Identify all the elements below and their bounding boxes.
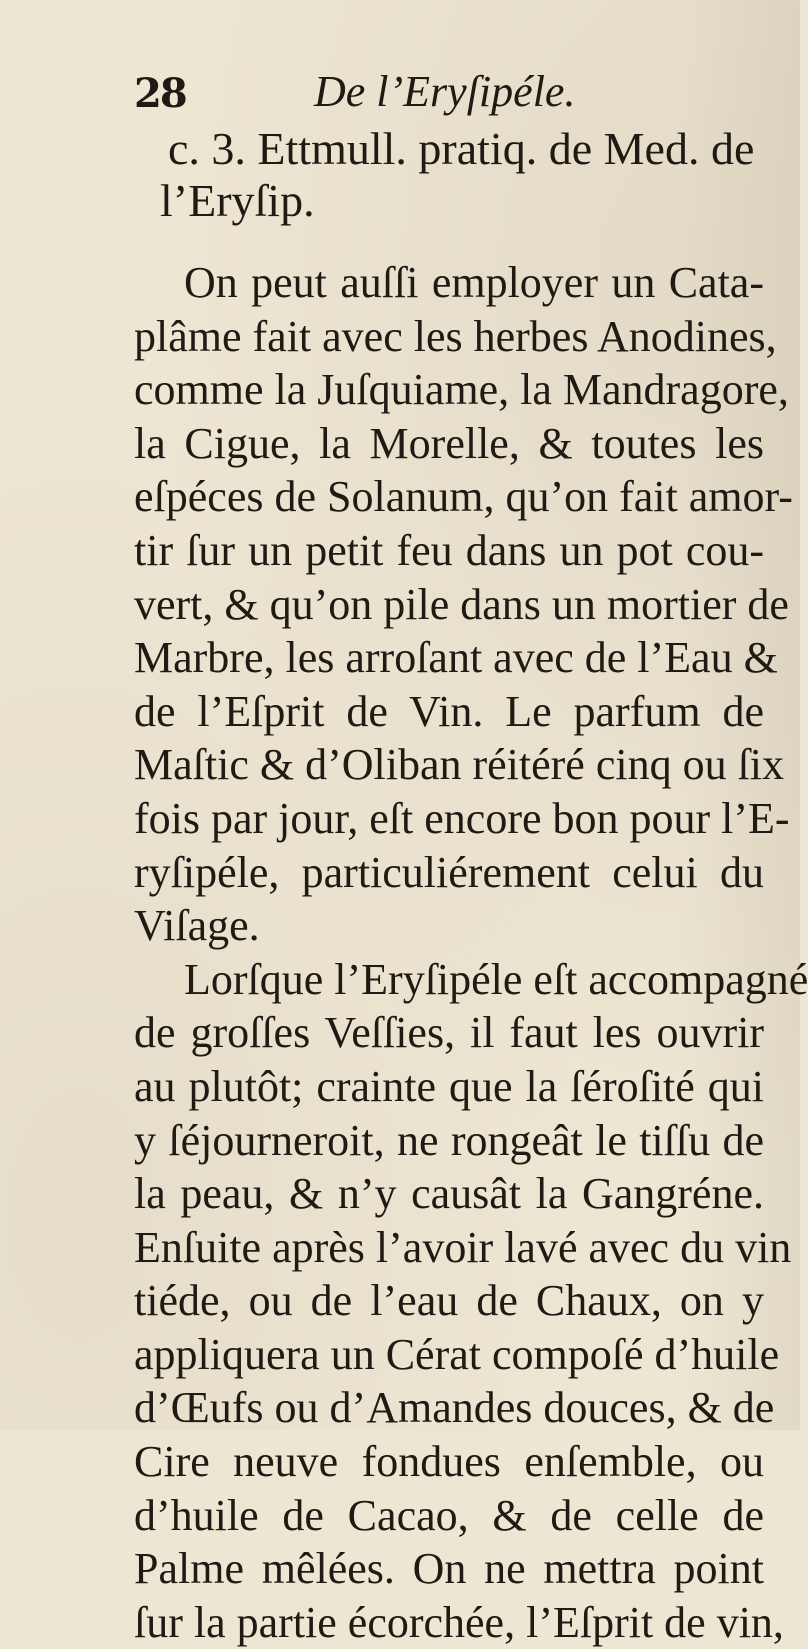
text-line: ſur la partie écorchée, l’Eſprit de vin, — [134, 1597, 784, 1647]
text-line: la Cigue, la Morelle, & toutes les — [134, 418, 764, 468]
text-line: d’huile de Cacao, & de celle de — [134, 1490, 764, 1540]
text-line: appliquera un Cérat compoſé d’huile — [134, 1329, 780, 1379]
text-line: vert, & qu’on pile dans un mortier de — [134, 579, 789, 629]
text-line: Enſuite après l’avoir lavé avec du vin — [134, 1222, 792, 1272]
text-line: On peut auſſi employer un Cata- — [184, 258, 764, 307]
text-line: eſpéces de Solanum, qu’on fait amor- — [134, 472, 793, 522]
reference-line-1: c. 3. Ettmull. pratiq. de Med. de — [168, 123, 755, 174]
text-line: fois par jour, eſt encore bon pour l’E- — [134, 793, 790, 843]
reference-line-2: l’Eryſip. — [160, 175, 315, 226]
text-line: Marbre, les arroſant avec de l’Eau & — [134, 633, 778, 683]
text-line: Palme mêlées. On ne mettra point — [134, 1544, 764, 1594]
text-line: de groſſes Veſſies, il faut les ouvrir — [134, 1008, 764, 1058]
text-line: au plutôt; crainte que la ſéroſité qui — [134, 1061, 764, 1111]
page-header — [134, 66, 754, 124]
text-line: tiéde, ou de l’eau de Chaux, on y — [134, 1276, 764, 1326]
page-number: 28 — [134, 70, 186, 117]
body-text — [134, 256, 808, 1649]
text-line: la peau, & n’y causât la Gangréne. — [134, 1169, 764, 1219]
text-line: Viſage. — [134, 901, 260, 951]
text-line: Maſtic & d’Oliban réitéré cinq ou ſix — [134, 740, 785, 790]
text-line: plâme fait avec les herbes Anodines, — [134, 311, 777, 361]
text-line: tir ſur un petit feu dans un pot cou- — [134, 525, 764, 575]
text-line: ryſipéle, particuliérement celui du — [134, 847, 764, 897]
text-line: d’Œufs ou d’Amandes douces, & de — [134, 1383, 775, 1433]
running-head: De l’Eryſipéle. — [314, 67, 576, 116]
text-line: y ſéjourneroit, ne rongeât le tiſſu de — [134, 1115, 764, 1165]
text-line: de l’Eſprit de Vin. Le parfum de — [134, 686, 764, 736]
text-line: Cire neuve fondues enſemble, ou — [134, 1437, 764, 1487]
text-line: Lorſque l’Eryſipéle eſt accompagné — [184, 954, 808, 1004]
text-line: comme la Juſquiame, la Mandragore, — [134, 365, 789, 415]
